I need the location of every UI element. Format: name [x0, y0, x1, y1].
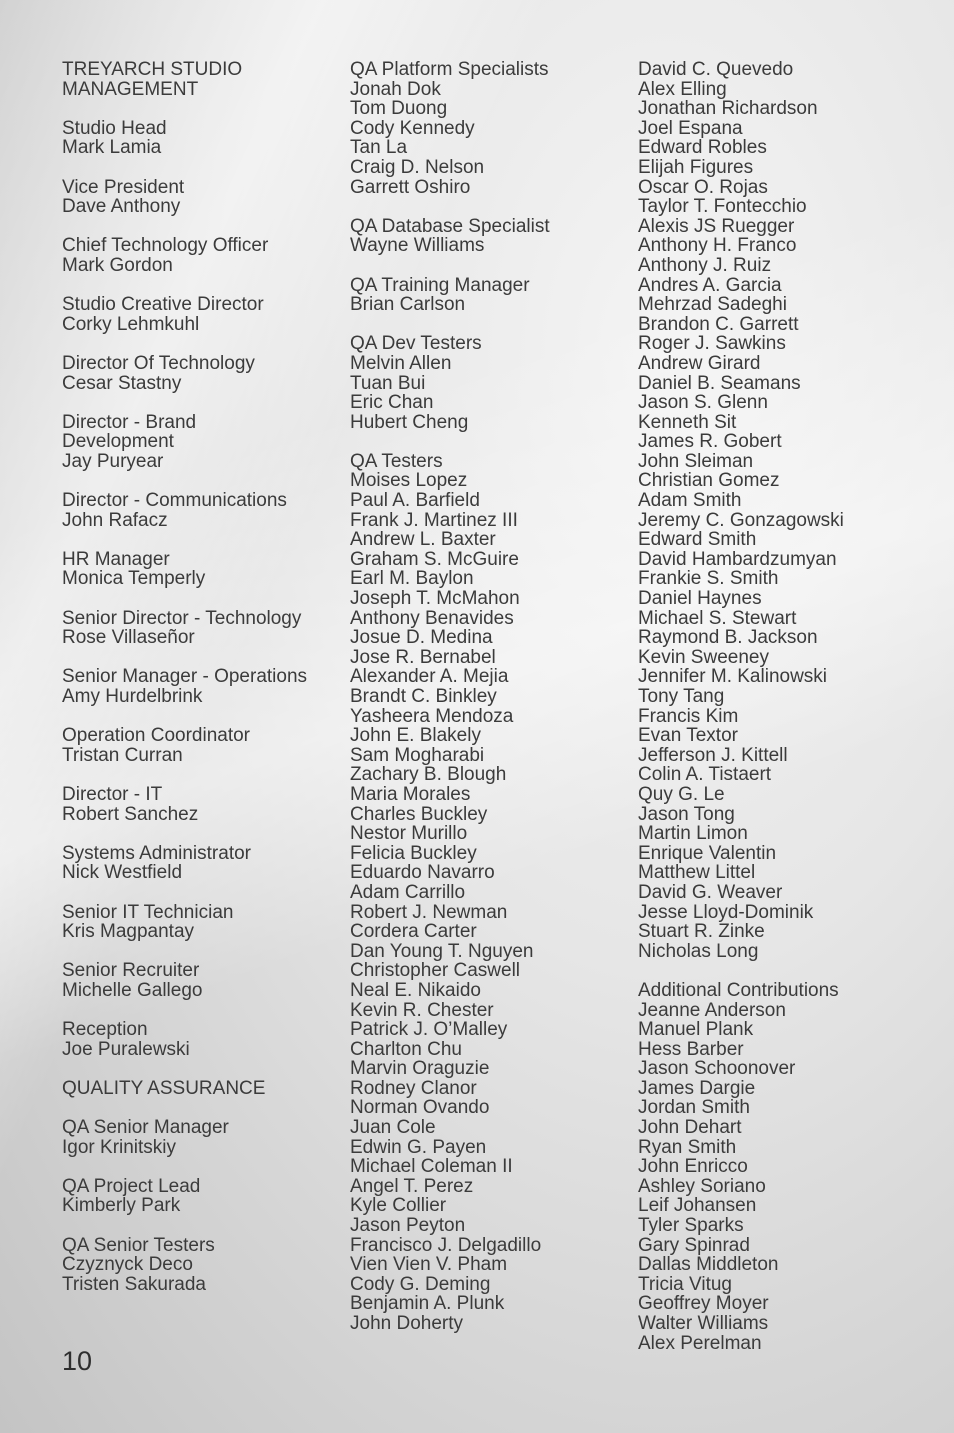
credit-line: Rodney Clanor	[350, 1077, 477, 1099]
credit-line: Manuel Plank	[638, 1019, 754, 1041]
credit-heading: Chief Technology Officer	[62, 235, 269, 257]
credit-line: Enrique Valentin	[638, 842, 777, 864]
credit-heading: QA Testers	[350, 450, 443, 472]
credit-line: Melvin Allen	[350, 352, 452, 374]
credit-line: Jefferson J. Kittell	[638, 744, 788, 766]
credit-heading: Director Of Technology	[62, 352, 255, 374]
credit-line: Moises Lopez	[350, 470, 468, 492]
credit-heading: Operation Coordinator	[62, 725, 250, 747]
credit-line: Robert J. Newman	[350, 901, 508, 923]
credit-group	[62, 844, 332, 883]
credit-line: Mark Gordon	[62, 254, 173, 276]
credit-line: Andrew Girard	[638, 352, 761, 374]
credit-group	[62, 295, 332, 334]
credit-heading: HR Manager	[62, 548, 170, 570]
credit-line: Dan Young T. Nguyen	[350, 940, 534, 962]
credit-line: Leif Johansen	[638, 1195, 757, 1217]
credit-line: Yasheera Mendoza	[350, 705, 514, 727]
credit-line: Zachary B. Blough	[350, 764, 507, 786]
credit-group	[62, 1118, 332, 1157]
credit-line: Charles Buckley	[350, 803, 488, 825]
credit-line: Sam Mogharabi	[350, 744, 485, 766]
credit-group	[350, 334, 620, 432]
credit-group	[62, 550, 332, 589]
credit-line: Edwin G. Payen	[350, 1136, 487, 1158]
credit-line: John Dehart	[638, 1117, 742, 1139]
page-number: 10	[62, 1346, 93, 1376]
credit-line: Monica Temperly	[62, 568, 206, 590]
credit-line: Adam Smith	[638, 490, 742, 512]
credit-line: Patrick J. O’Malley	[350, 1019, 508, 1041]
credit-line: Martin Limon	[638, 823, 748, 845]
credit-heading: QA Project Lead	[62, 1175, 201, 1197]
credit-line: Walter Williams	[638, 1313, 769, 1334]
credit-line: Anthony H. Franco	[638, 235, 797, 257]
credit-line: Nick Westfield	[62, 862, 183, 884]
credit-heading: Additional Contributions	[638, 979, 839, 1001]
credit-line: James Dargie	[638, 1077, 756, 1099]
credit-line: Raymond B. Jackson	[638, 627, 818, 649]
credit-line: James R. Gobert	[638, 431, 782, 453]
credit-line: Matthew Littel	[638, 862, 756, 884]
credit-line: John Enricco	[638, 1156, 748, 1178]
credit-heading: Studio Creative Director	[62, 294, 264, 316]
credit-group	[62, 961, 332, 1000]
credit-line: Andrew L. Baxter	[350, 529, 496, 551]
credit-line: Kevin R. Chester	[350, 999, 494, 1021]
credit-line: Tyler Sparks	[638, 1215, 744, 1237]
credit-line: Michael S. Stewart	[638, 607, 797, 629]
credit-line: Michael Coleman II	[350, 1156, 513, 1178]
credit-heading: QA Database Specialist	[350, 215, 550, 237]
credit-group	[638, 60, 938, 961]
credit-line: Edward Smith	[638, 529, 757, 551]
credit-line: Christian Gomez	[638, 470, 780, 492]
credits-column-1	[62, 60, 332, 1314]
credit-line: Joel Espana	[638, 117, 743, 139]
credit-line: Oscar O. Rojas	[638, 176, 768, 198]
credit-line: Kevin Sweeney	[638, 646, 769, 668]
credit-heading: Reception	[62, 1019, 148, 1041]
credit-line: Robert Sanchez	[62, 803, 199, 825]
credit-line: Daniel Haynes	[638, 588, 762, 610]
credit-line: Tristen Sakurada	[62, 1273, 206, 1295]
credit-group	[62, 903, 332, 942]
credit-line: Brian Carlson	[350, 294, 466, 316]
credit-line: Brandt C. Binkley	[350, 686, 497, 707]
credit-group	[62, 178, 332, 217]
credit-line: Edward Robles	[638, 137, 767, 159]
credit-heading: Senior Director - Technology	[62, 607, 302, 629]
credit-line: Marvin Oraguzie	[350, 1058, 490, 1080]
credit-line: Norman Ovando	[350, 1097, 490, 1119]
credit-heading: QUALITY ASSURANCE	[62, 1077, 266, 1099]
credit-line: Jose R. Bernabel	[350, 646, 496, 668]
credit-group	[62, 413, 332, 472]
credit-group	[62, 119, 332, 158]
credit-line: Jeremy C. Gonzagowski	[638, 509, 844, 531]
credit-line: Juan Cole	[350, 1117, 436, 1139]
credit-group	[62, 785, 332, 824]
credit-line: Felicia Buckley	[350, 842, 477, 864]
credit-heading: Director - Communications	[62, 490, 287, 512]
credit-group	[62, 1079, 332, 1099]
credit-group	[62, 491, 332, 530]
credit-line: Alexis JS Ruegger	[638, 215, 795, 237]
credit-line: John E. Blakely	[350, 725, 481, 747]
credit-line: Craig D. Nelson	[350, 156, 485, 178]
credit-line: Rose Villaseñor	[62, 627, 195, 649]
credit-line: Jason Peyton	[350, 1215, 466, 1237]
credit-line: Alex Perelman	[638, 1332, 762, 1354]
credit-line: John Sleiman	[638, 450, 754, 472]
credit-line: Anthony Benavides	[350, 607, 514, 629]
credit-group	[62, 1020, 332, 1059]
credit-line: Nicholas Long	[638, 940, 759, 962]
credit-line: Earl M. Baylon	[350, 568, 474, 590]
credit-group	[62, 60, 332, 99]
credit-line: Maria Morales	[350, 783, 471, 805]
credit-line: Cordera Carter	[350, 921, 477, 943]
credit-heading: QA Platform Specialists	[350, 59, 549, 80]
credit-line: Josue D. Medina	[350, 627, 493, 649]
credit-heading: Senior Recruiter	[62, 960, 200, 982]
credit-line: Tristan Curran	[62, 744, 183, 766]
credit-line: Roger J. Sawkins	[638, 333, 786, 355]
credit-line: Neal E. Nikaido	[350, 979, 481, 1001]
credit-line: Angel T. Perez	[350, 1175, 474, 1197]
credit-line: John Doherty	[350, 1313, 464, 1334]
credit-line: MANAGEMENT	[62, 78, 199, 100]
credit-line: Anthony J. Ruiz	[638, 254, 772, 276]
credit-line: Ashley Soriano	[638, 1175, 766, 1197]
credit-group	[62, 726, 332, 765]
credit-line: Nestor Murillo	[350, 823, 468, 845]
credit-line: Alexander A. Mejia	[350, 666, 509, 688]
credit-line: Paul A. Barfield	[350, 490, 480, 512]
credit-line: Jason S. Glenn	[638, 392, 768, 414]
credit-line: Eric Chan	[350, 392, 434, 414]
credit-line: David Hambardzumyan	[638, 548, 837, 570]
credit-heading: QA Senior Testers	[62, 1234, 215, 1256]
credit-line: Francis Kim	[638, 705, 739, 727]
credit-line: Jonah Dok	[350, 78, 441, 100]
credit-line: Kimberly Park	[62, 1195, 181, 1217]
credit-line: Ryan Smith	[638, 1136, 737, 1158]
credit-heading: Systems Administrator	[62, 842, 251, 864]
credit-line: Corky Lehmkuhl	[62, 313, 200, 335]
credit-group	[350, 217, 620, 256]
credit-line: Benjamin A. Plunk	[350, 1293, 505, 1315]
credit-group	[62, 1177, 332, 1216]
credit-heading: Senior Manager - Operations	[62, 666, 308, 688]
credit-line: Colin A. Tistaert	[638, 764, 772, 786]
credit-line: Jason Schoonover	[638, 1058, 796, 1080]
credit-line: Mark Lamia	[62, 137, 162, 159]
credit-line: Tuan Bui	[350, 372, 426, 394]
credit-line: Tony Tang	[638, 686, 725, 707]
credit-heading: QA Dev Testers	[350, 333, 482, 355]
credit-heading: Senior IT Technician	[62, 901, 234, 923]
credit-line: Joe Puralewski	[62, 1038, 190, 1060]
credit-line: Adam Carrillo	[350, 881, 466, 903]
credit-line: Alex Elling	[638, 78, 727, 100]
credit-line: Graham S. McGuire	[350, 548, 519, 570]
credit-line: Tricia Vitug	[638, 1273, 732, 1295]
credit-line: Christopher Caswell	[350, 960, 521, 982]
credit-line: Dave Anthony	[62, 196, 181, 218]
credit-line: Czyznyck Deco	[62, 1254, 193, 1276]
credit-group	[62, 667, 332, 706]
credit-line: Joseph T. McMahon	[350, 588, 520, 610]
credit-line: Frankie S. Smith	[638, 568, 779, 590]
credit-group	[350, 452, 620, 1334]
credit-line: Cody Kennedy	[350, 117, 475, 139]
credit-line: Geoffrey Moyer	[638, 1293, 769, 1315]
credit-line: Tan La	[350, 137, 408, 159]
credit-line: Igor Krinitskiy	[62, 1136, 177, 1158]
credit-line: Jay Puryear	[62, 450, 164, 472]
credit-heading: Studio Head	[62, 117, 167, 139]
credit-line: Taylor T. Fontecchio	[638, 196, 807, 218]
credit-line: Vien Vien V. Pham	[350, 1254, 508, 1276]
credit-line: David G. Weaver	[638, 881, 783, 903]
credit-heading: Director - Brand	[62, 411, 197, 433]
credit-group	[62, 1236, 332, 1295]
credit-heading: QA Senior Manager	[62, 1117, 229, 1139]
credit-line: Jordan Smith	[638, 1097, 750, 1119]
credit-group	[350, 60, 620, 197]
credit-line: Hubert Cheng	[350, 411, 469, 433]
credit-line: Quy G. Le	[638, 783, 725, 805]
credit-line: Gary Spinrad	[638, 1234, 750, 1256]
credit-line: Jeanne Anderson	[638, 999, 786, 1021]
credit-line: Mehrzad Sadeghi	[638, 294, 787, 316]
credit-heading: David C. Quevedo	[638, 59, 794, 80]
credit-line: Jesse Lloyd-Dominik	[638, 901, 814, 923]
credit-line: Hess Barber	[638, 1038, 744, 1060]
credit-group	[62, 236, 332, 275]
credit-line: Jonathan Richardson	[638, 98, 818, 120]
credit-group	[350, 276, 620, 315]
credit-heading: TREYARCH STUDIO	[62, 59, 243, 80]
credit-line: Brandon C. Garrett	[638, 313, 799, 335]
credit-group	[62, 609, 332, 648]
credit-group	[62, 354, 332, 393]
credit-line: Francisco J. Delgadillo	[350, 1234, 542, 1256]
credit-line: Jason Tong	[638, 803, 735, 825]
credit-line: Charlton Chu	[350, 1038, 462, 1060]
credit-line: Stuart R. Zinke	[638, 921, 765, 943]
credit-heading: QA Training Manager	[350, 274, 530, 296]
credit-line: Jennifer M. Kalinowski	[638, 666, 828, 688]
credit-line: Eduardo Navarro	[350, 862, 495, 884]
credit-line: Kris Magpantay	[62, 921, 195, 943]
credit-line: Evan Textor	[638, 725, 738, 747]
credit-line: Dallas Middleton	[638, 1254, 779, 1276]
credit-line: Tom Duong	[350, 98, 448, 120]
credit-line: Cesar Stastny	[62, 372, 182, 394]
credit-line: Kenneth Sit	[638, 411, 737, 433]
credit-line: Michelle Gallego	[62, 979, 203, 1001]
credit-line: Andres A. Garcia	[638, 274, 782, 296]
credit-line: Cody G. Deming	[350, 1273, 491, 1295]
credit-heading: Vice President	[62, 176, 185, 198]
credit-line: John Rafacz	[62, 509, 168, 531]
credit-line: Kyle Collier	[350, 1195, 447, 1217]
credit-group	[638, 981, 938, 1353]
credits-column-3	[638, 60, 938, 1373]
credit-line: Amy Hurdelbrink	[62, 686, 203, 707]
credit-line: Garrett Oshiro	[350, 176, 471, 198]
credit-line: Wayne Williams	[350, 235, 485, 257]
credit-line: Daniel B. Seamans	[638, 372, 801, 394]
credits-column-2	[350, 60, 620, 1353]
credit-line: Elijah Figures	[638, 156, 754, 178]
credit-line: Frank J. Martinez III	[350, 509, 518, 531]
credit-heading: Director - IT	[62, 783, 163, 805]
credit-line: Development	[62, 431, 174, 453]
